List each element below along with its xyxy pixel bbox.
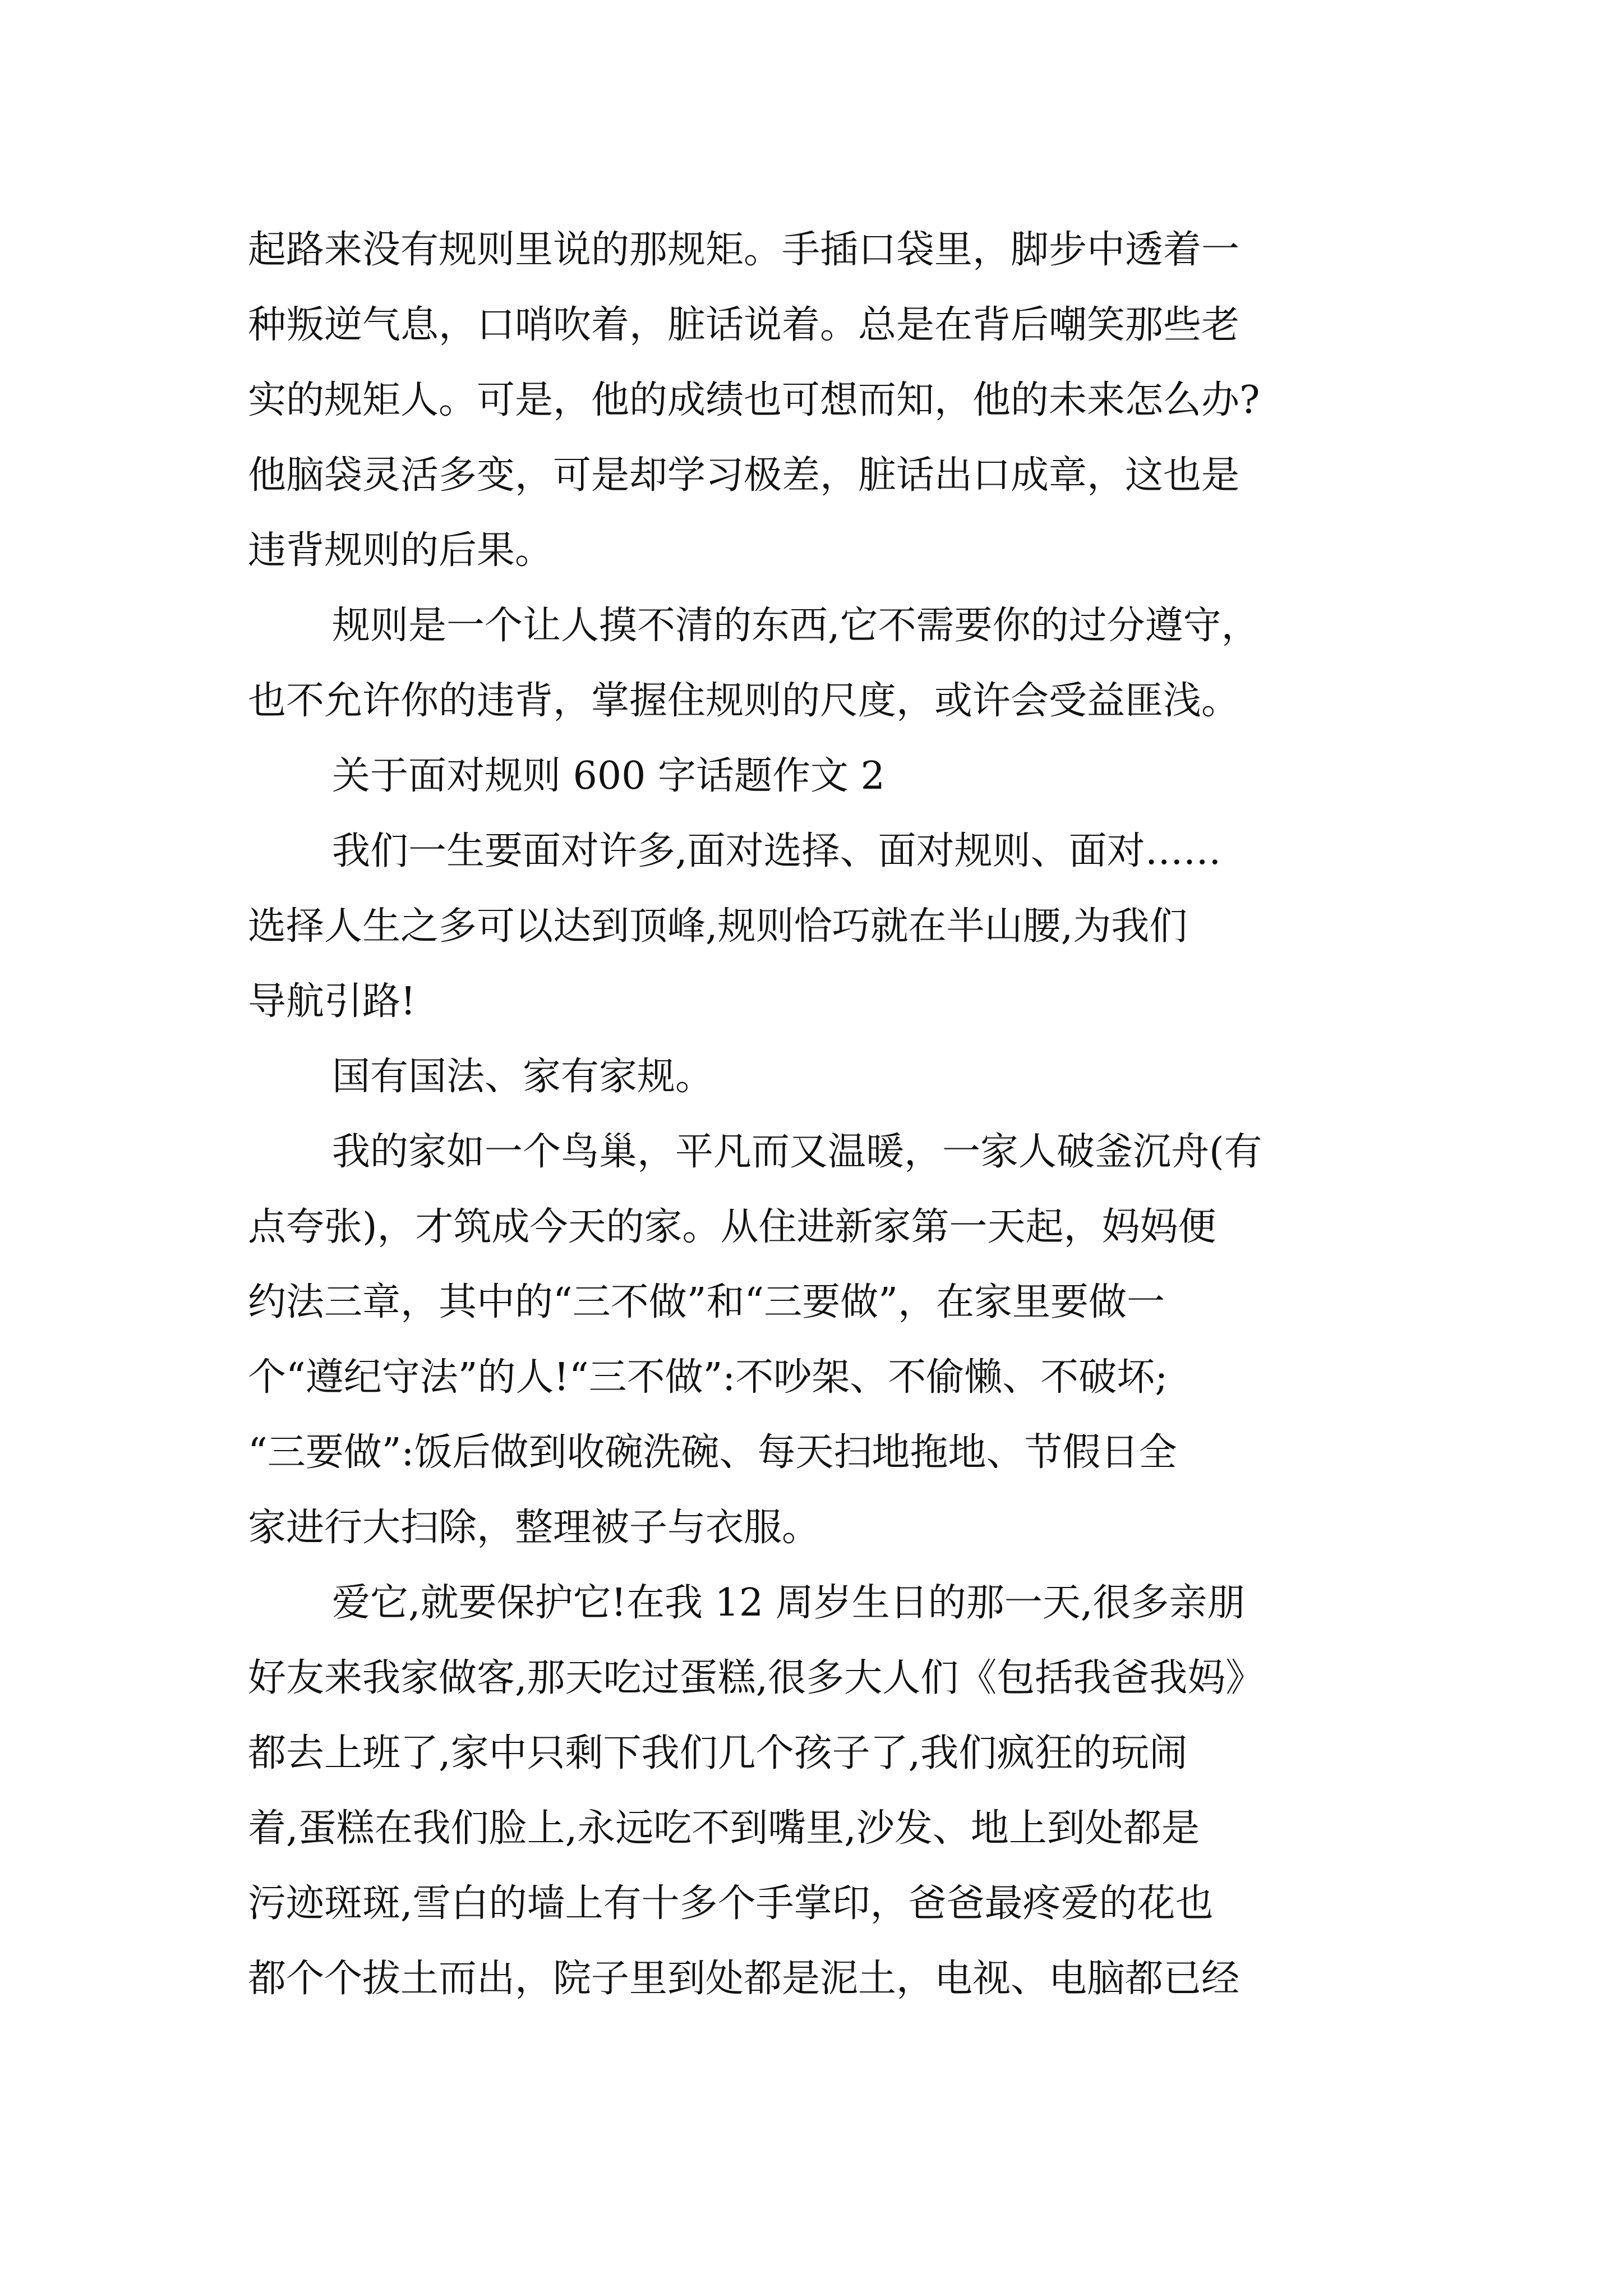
text-line: 着,蛋糕在我们脸上,永远吃不到嘴里,沙发、地上到处都是 — [248, 1806, 1200, 1851]
text-line: 起路来没有规则里说的那规矩。手插口袋里，脚步中透着一 — [248, 228, 1240, 272]
text-line: 导航引路! — [248, 979, 416, 1024]
text-line: 也不允许你的违背，掌握住规则的尺度，或许会受益匪浅。 — [248, 679, 1240, 723]
section-heading: 关于面对规则 600 字话题作文 2 — [332, 754, 885, 798]
paragraph-first-line: 我的家如一个鸟巢，平凡而又温暖，一家人破釜沉舟(有 — [332, 1130, 1262, 1174]
text-line: 好友来我家做客,那天吃过蛋糕,很多大人们《包括我爸我妈》 — [248, 1656, 1264, 1700]
text-line: 实的规矩人。可是，他的成绩也可想而知，他的未来怎么办? — [248, 378, 1260, 422]
paragraph-first-line: 我们一生要面对许多,面对选择、面对规则、面对…… — [332, 829, 1221, 873]
text-line: 种叛逆气息，口哨吹着，脏话说着。总是在背后嘲笑那些老 — [248, 303, 1240, 347]
text-line: 都个个拔土而出，院子里到处都是泥土，电视、电脑都已经 — [248, 1957, 1240, 2001]
paragraph-first-line: 国有国法、家有家规。 — [332, 1055, 714, 1099]
paragraph-first-line: 规则是一个让人摸不清的东西,它不需要你的过分遵守， — [332, 604, 1260, 648]
text-line: 个“遵纪守法”的人!“三不做”:不吵架、不偷懒、不破坏; — [248, 1355, 1168, 1400]
text-line: 污迹斑斑,雪白的墙上有十多个手掌印，爸爸最疼爱的花也 — [248, 1881, 1214, 1926]
text-line: 违背规则的后果。 — [248, 528, 554, 573]
text-line: “三要做”:饭后做到收碗洗碗、每天扫地拖地、节假日全 — [248, 1430, 1177, 1475]
text-line: 都去上班了,家中只剩下我们几个孩子了,我们疯狂的玩闹 — [248, 1731, 1188, 1775]
text-line: 家进行大扫除，整理被子与衣服。 — [248, 1506, 820, 1550]
text-line: 选择人生之多可以达到顶峰,规则恰巧就在半山腰,为我们 — [248, 904, 1188, 949]
text-line: 约法三章，其中的“三不做”和“三要做”，在家里要做一 — [248, 1280, 1165, 1324]
text-line: 他脑袋灵活多变，可是却学习极差，脏话出口成章，这也是 — [248, 453, 1240, 498]
paragraph-first-line: 爱它,就要保护它!在我 12 周岁生日的那一天,很多亲朋 — [332, 1581, 1246, 1625]
text-line: 点夸张)，才筑成今天的家。从住进新家第一天起，妈妈便 — [248, 1205, 1216, 1249]
